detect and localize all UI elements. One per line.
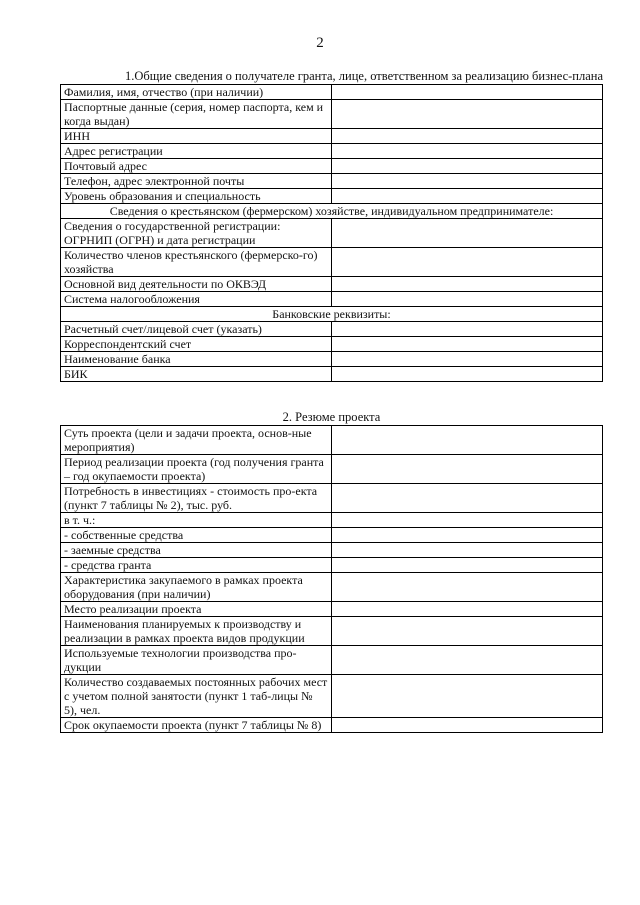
field-value-cell[interactable]	[332, 617, 603, 646]
field-value-cell[interactable]	[332, 718, 603, 733]
project-summary-table-body	[61, 426, 603, 733]
table-row	[61, 292, 603, 307]
field-label: Используемые технологии производства про-дукции	[61, 646, 332, 675]
table-subheading: Сведения о крестьянском (фермерском) хозяйстве, индивидуальном предпринимателе:	[61, 204, 603, 219]
table-row	[61, 322, 603, 337]
field-value-cell[interactable]	[332, 455, 603, 484]
field-label: ИНН	[61, 129, 332, 144]
field-label: Потребность в инвестициях - стоимость про-екта (пункт 7 таблицы № 2), тыс. руб.	[61, 484, 332, 513]
field-value-cell[interactable]	[332, 337, 603, 352]
field-label: Адрес регистрации	[61, 144, 332, 159]
field-label: Уровень образования и специальность	[61, 189, 332, 204]
field-label: Телефон, адрес электронной почты	[61, 174, 332, 189]
field-label: в т. ч.:	[61, 513, 332, 528]
field-label: БИК	[61, 367, 332, 382]
field-value-cell[interactable]	[332, 675, 603, 718]
field-label: Суть проекта (цели и задачи проекта, основ-ные мероприятия)	[61, 426, 332, 455]
table-row	[61, 675, 603, 718]
table-subheading-row	[61, 204, 603, 219]
table-row	[61, 189, 603, 204]
table-row	[61, 543, 603, 558]
table-row	[61, 484, 603, 513]
field-value-cell[interactable]	[332, 144, 603, 159]
table-row	[61, 159, 603, 174]
field-value-cell[interactable]	[332, 484, 603, 513]
table-subheading-row	[61, 307, 603, 322]
field-value-cell[interactable]	[332, 513, 603, 528]
field-value-cell[interactable]	[332, 367, 603, 382]
field-value-cell[interactable]	[332, 174, 603, 189]
field-label: Период реализации проекта (год получения гранта – год окупаемости проекта)	[61, 455, 332, 484]
field-label: - заемные средства	[61, 543, 332, 558]
table-row	[61, 528, 603, 543]
table-row	[61, 174, 603, 189]
table-row	[61, 367, 603, 382]
field-label: - средства гранта	[61, 558, 332, 573]
field-value-cell[interactable]	[332, 129, 603, 144]
table-row	[61, 277, 603, 292]
field-label: Количество членов крестьянского (фермерско-го) хозяйства	[61, 248, 332, 277]
table-row	[61, 100, 603, 129]
table-row	[61, 602, 603, 617]
field-value-cell[interactable]	[332, 189, 603, 204]
field-value-cell[interactable]	[332, 248, 603, 277]
field-value-cell[interactable]	[332, 292, 603, 307]
field-label: Фамилия, имя, отчество (при наличии)	[61, 85, 332, 100]
field-value-cell[interactable]	[332, 219, 603, 248]
field-value-cell[interactable]	[332, 159, 603, 174]
field-value-cell[interactable]	[332, 602, 603, 617]
field-value-cell[interactable]	[332, 352, 603, 367]
table-row	[61, 352, 603, 367]
table-row	[61, 219, 603, 248]
field-value-cell[interactable]	[332, 573, 603, 602]
project-summary-table	[60, 425, 603, 733]
table-row	[61, 85, 603, 100]
field-label: Место реализации проекта	[61, 602, 332, 617]
table-row	[61, 455, 603, 484]
table-row	[61, 144, 603, 159]
field-label: Основной вид деятельности по ОКВЭД	[61, 277, 332, 292]
field-value-cell[interactable]	[332, 528, 603, 543]
field-label: - собственные средства	[61, 528, 332, 543]
table-row	[61, 573, 603, 602]
table-row	[61, 129, 603, 144]
field-label: Количество создаваемых постоянных рабочих мест с учетом полной занятости (пункт 1 таб-лицы № 5), чел.	[61, 675, 332, 718]
table-row	[61, 718, 603, 733]
field-label: Срок окупаемости проекта (пункт 7 таблицы № 8)	[61, 718, 332, 733]
general-info-table-body	[61, 85, 603, 382]
field-value-cell[interactable]	[332, 558, 603, 573]
table-subheading: Банковские реквизиты:	[61, 307, 603, 322]
field-value-cell[interactable]	[332, 100, 603, 129]
table-row	[61, 426, 603, 455]
table-row	[61, 646, 603, 675]
field-label: Система налогообложения	[61, 292, 332, 307]
table-row	[61, 248, 603, 277]
section-2-title: 2. Резюме проекта	[282, 410, 381, 424]
field-label: Расчетный счет/лицевой счет (указать)	[61, 322, 332, 337]
field-label: Паспортные данные (серия, номер паспорта, кем и когда выдан)	[61, 100, 332, 129]
table-row	[61, 337, 603, 352]
field-label: Корреспондентский счет	[61, 337, 332, 352]
table-row	[61, 513, 603, 528]
table-row	[61, 558, 603, 573]
field-label: Почтовый адрес	[61, 159, 332, 174]
field-value-cell[interactable]	[332, 277, 603, 292]
field-value-cell[interactable]	[332, 543, 603, 558]
field-value-cell[interactable]	[332, 85, 603, 100]
general-info-table	[60, 84, 603, 382]
page-number: 2	[316, 35, 324, 51]
field-label: Наименование банка	[61, 352, 332, 367]
field-label: Наименования планируемых к производству и реализации в рамках проекта видов продукции	[61, 617, 332, 646]
field-value-cell[interactable]	[332, 426, 603, 455]
field-value-cell[interactable]	[332, 646, 603, 675]
table-row	[61, 617, 603, 646]
field-value-cell[interactable]	[332, 322, 603, 337]
section-1-title: 1.Общие сведения о получателе гранта, лице, ответственном за реализацию бизнес-плана	[125, 69, 603, 83]
field-label: Сведения о государственной регистрации: ОГРНИП (ОГРН) и дата регистрации	[61, 219, 332, 248]
field-label: Характеристика закупаемого в рамках проекта оборудования (при наличии)	[61, 573, 332, 602]
